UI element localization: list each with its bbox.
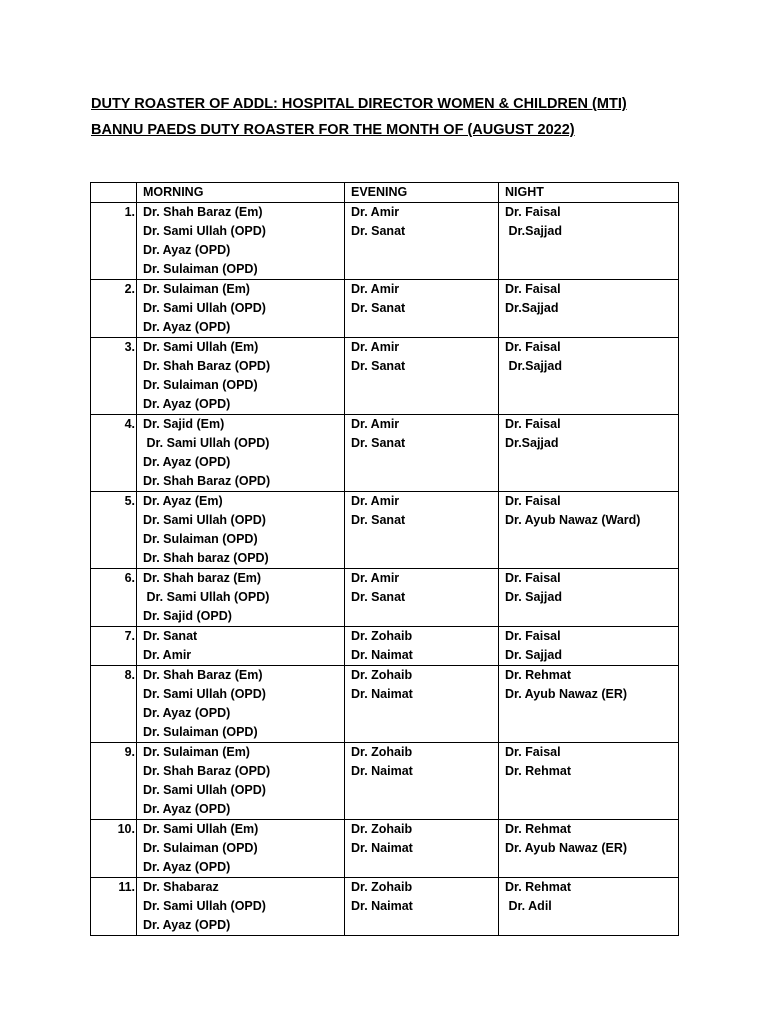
night-doctor-name: Dr. Rehmat bbox=[505, 668, 571, 682]
evening-doctor-name: Dr. Naimat bbox=[351, 841, 413, 855]
header-row bbox=[91, 183, 679, 203]
header-night: NIGHT bbox=[499, 183, 679, 203]
morning-doctor-name: Dr. Sulaiman (Em) bbox=[143, 282, 250, 296]
night-shift-cell bbox=[499, 878, 679, 936]
morning-doctor-name: Dr. Sami Ullah (OPD) bbox=[143, 436, 270, 450]
night-doctor-name: Dr. Faisal bbox=[505, 745, 561, 759]
evening-shift-cell bbox=[345, 627, 499, 666]
morning-doctor-name: Dr. Ayaz (OPD) bbox=[143, 918, 231, 932]
morning-doctor-name: Dr. Ayaz (OPD) bbox=[143, 397, 231, 411]
header-morning: MORNING bbox=[137, 183, 345, 203]
row-number: 1. bbox=[91, 203, 137, 280]
roster-body bbox=[91, 203, 679, 936]
night-doctor-name: Dr. Sajjad bbox=[505, 648, 562, 662]
morning-doctor-name: Dr. Sami Ullah (OPD) bbox=[143, 687, 266, 701]
evening-doctor-name: Dr. Amir bbox=[351, 417, 400, 431]
night-doctor-name: Dr.Sajjad bbox=[505, 224, 562, 238]
morning-doctor-name: Dr. Ayaz (OPD) bbox=[143, 455, 231, 469]
night-doctor-name: Dr. Ayub Nawaz (ER) bbox=[505, 841, 628, 855]
morning-shift-cell bbox=[137, 878, 345, 936]
night-shift-cell bbox=[499, 280, 679, 338]
evening-doctor-name: Dr. Sanat bbox=[351, 513, 406, 527]
morning-shift-cell bbox=[137, 415, 345, 492]
evening-doctor-name: Dr. Naimat bbox=[351, 648, 413, 662]
evening-doctor-name: Dr. Naimat bbox=[351, 764, 413, 778]
table-row bbox=[91, 820, 679, 878]
evening-shift-cell bbox=[345, 820, 499, 878]
morning-shift-cell bbox=[137, 492, 345, 569]
evening-doctor-name: Dr. Sanat bbox=[351, 590, 406, 604]
morning-doctor-name: Dr. Sulaiman (Em) bbox=[143, 745, 250, 759]
evening-shift-cell bbox=[345, 666, 499, 743]
morning-doctor-name: Dr. Ayaz (OPD) bbox=[143, 320, 231, 334]
duty-roster-table bbox=[90, 182, 679, 936]
row-number: 4. bbox=[91, 415, 137, 492]
row-number: 10. bbox=[91, 820, 137, 878]
morning-doctor-name: Dr. Sami Ullah (Em) bbox=[143, 822, 259, 836]
evening-doctor-name: Dr. Sanat bbox=[351, 224, 406, 238]
night-shift-cell bbox=[499, 415, 679, 492]
morning-doctor-name: Dr. Shah Baraz (OPD) bbox=[143, 474, 271, 488]
morning-doctor-name: Dr. Sami Ullah (OPD) bbox=[143, 301, 266, 315]
evening-shift-cell bbox=[345, 203, 499, 280]
evening-doctor-name: Dr. Zohaib bbox=[351, 668, 413, 682]
table-row bbox=[91, 569, 679, 627]
evening-shift-cell bbox=[345, 492, 499, 569]
morning-doctor-name: Dr. Sami Ullah (OPD) bbox=[143, 513, 266, 527]
night-doctor-name: Dr. Rehmat bbox=[505, 822, 571, 836]
night-doctor-name: Dr. Ayub Nawaz (Ward) bbox=[505, 513, 641, 527]
row-number: 6. bbox=[91, 569, 137, 627]
evening-doctor-name: Dr. Sanat bbox=[351, 301, 406, 315]
night-doctor-name: Dr. Faisal bbox=[505, 205, 561, 219]
night-doctor-name: Dr.Sajjad bbox=[505, 436, 559, 450]
morning-doctor-name: Dr. Sami Ullah (OPD) bbox=[143, 899, 266, 913]
night-doctor-name: Dr. Sajjad bbox=[505, 590, 562, 604]
row-number: 7. bbox=[91, 627, 137, 666]
evening-doctor-name: Dr. Zohaib bbox=[351, 745, 413, 759]
night-shift-cell bbox=[499, 492, 679, 569]
evening-doctor-name: Dr. Amir bbox=[351, 340, 400, 354]
morning-doctor-name: Dr. Ayaz (OPD) bbox=[143, 860, 231, 874]
morning-doctor-name: Dr. Sami Ullah (OPD) bbox=[143, 783, 266, 797]
evening-doctor-name: Dr. Amir bbox=[351, 205, 400, 219]
evening-doctor-name: Dr. Zohaib bbox=[351, 629, 413, 643]
evening-shift-cell bbox=[345, 415, 499, 492]
night-doctor-name: Dr.Sajjad bbox=[505, 359, 562, 373]
morning-shift-cell bbox=[137, 820, 345, 878]
night-shift-cell bbox=[499, 569, 679, 627]
evening-doctor-name: Dr. Amir bbox=[351, 494, 400, 508]
roster-header bbox=[91, 183, 679, 203]
morning-doctor-name: Dr. Sami Ullah (Em) bbox=[143, 340, 259, 354]
table-row bbox=[91, 743, 679, 820]
header-evening: EVENING bbox=[345, 183, 499, 203]
morning-doctor-name: Dr. Shabaraz bbox=[143, 880, 219, 894]
night-doctor-name: Dr.Sajjad bbox=[505, 301, 559, 315]
table-row bbox=[91, 627, 679, 666]
night-doctor-name: Dr. Rehmat bbox=[505, 764, 571, 778]
morning-doctor-name: Dr. Shah Baraz (Em) bbox=[143, 205, 263, 219]
night-doctor-name: Dr. Faisal bbox=[505, 417, 561, 431]
morning-shift-cell bbox=[137, 203, 345, 280]
table-row bbox=[91, 338, 679, 415]
evening-doctor-name: Dr. Zohaib bbox=[351, 880, 413, 894]
morning-shift-cell bbox=[137, 569, 345, 627]
morning-shift-cell bbox=[137, 280, 345, 338]
morning-doctor-name: Dr. Shah Baraz (Em) bbox=[143, 668, 263, 682]
header-number bbox=[91, 183, 137, 203]
night-shift-cell bbox=[499, 338, 679, 415]
night-doctor-name: Dr. Ayub Nawaz (ER) bbox=[505, 687, 628, 701]
night-shift-cell bbox=[499, 743, 679, 820]
row-number: 11. bbox=[91, 878, 137, 936]
table-row bbox=[91, 280, 679, 338]
morning-doctor-name: Dr. Ayaz (Em) bbox=[143, 494, 223, 508]
row-number: 5. bbox=[91, 492, 137, 569]
night-doctor-name: Dr. Adil bbox=[505, 899, 552, 913]
morning-doctor-name: Dr. Sami Ullah (OPD) bbox=[143, 224, 266, 238]
evening-doctor-name: Dr. Sanat bbox=[351, 436, 406, 450]
evening-doctor-name: Dr. Naimat bbox=[351, 899, 413, 913]
night-doctor-name: Dr. Faisal bbox=[505, 340, 561, 354]
row-number: 2. bbox=[91, 280, 137, 338]
evening-shift-cell bbox=[345, 338, 499, 415]
night-doctor-name: Dr. Faisal bbox=[505, 494, 561, 508]
morning-doctor-name: Dr. Sajid (Em) bbox=[143, 417, 225, 431]
evening-doctor-name: Dr. Naimat bbox=[351, 687, 413, 701]
night-shift-cell bbox=[499, 666, 679, 743]
morning-doctor-name: Dr. Sulaiman (OPD) bbox=[143, 378, 258, 392]
night-shift-cell bbox=[499, 820, 679, 878]
table-row bbox=[91, 492, 679, 569]
morning-doctor-name: Dr. Sulaiman (OPD) bbox=[143, 262, 258, 276]
table-row bbox=[91, 666, 679, 743]
morning-doctor-name: Dr. Sulaiman (OPD) bbox=[143, 725, 258, 739]
night-shift-cell bbox=[499, 203, 679, 280]
evening-shift-cell bbox=[345, 280, 499, 338]
document-title-line-1: DUTY ROASTER OF ADDL: HOSPITAL DIRECTOR WOMEN & CHILDREN (MTI) bbox=[91, 96, 627, 112]
evening-shift-cell bbox=[345, 743, 499, 820]
row-number: 3. bbox=[91, 338, 137, 415]
night-doctor-name: Dr. Rehmat bbox=[505, 880, 571, 894]
night-doctor-name: Dr. Faisal bbox=[505, 282, 561, 296]
evening-doctor-name: Dr. Amir bbox=[351, 571, 400, 585]
morning-doctor-name: Dr. Ayaz (OPD) bbox=[143, 706, 231, 720]
morning-shift-cell bbox=[137, 627, 345, 666]
table-row bbox=[91, 203, 679, 280]
night-doctor-name: Dr. Faisal bbox=[505, 629, 561, 643]
evening-shift-cell bbox=[345, 878, 499, 936]
morning-doctor-name: Dr. Ayaz (OPD) bbox=[143, 802, 231, 816]
row-number: 9. bbox=[91, 743, 137, 820]
morning-doctor-name: Dr. Sulaiman (OPD) bbox=[143, 532, 258, 546]
night-shift-cell bbox=[499, 627, 679, 666]
evening-doctor-name: Dr. Zohaib bbox=[351, 822, 413, 836]
evening-doctor-name: Dr. Amir bbox=[351, 282, 400, 296]
morning-doctor-name: Dr. Shah baraz (Em) bbox=[143, 571, 262, 585]
evening-doctor-name: Dr. Sanat bbox=[351, 359, 406, 373]
morning-doctor-name: Dr. Sulaiman (OPD) bbox=[143, 841, 258, 855]
morning-doctor-name: Dr. Shah Baraz (OPD) bbox=[143, 764, 271, 778]
morning-doctor-name: Dr. Shah baraz (OPD) bbox=[143, 551, 269, 565]
table-row bbox=[91, 415, 679, 492]
evening-shift-cell bbox=[345, 569, 499, 627]
night-doctor-name: Dr. Faisal bbox=[505, 571, 561, 585]
morning-shift-cell bbox=[137, 338, 345, 415]
table-row bbox=[91, 878, 679, 936]
morning-doctor-name: Dr. Sanat bbox=[143, 629, 198, 643]
morning-shift-cell bbox=[137, 666, 345, 743]
morning-doctor-name: Dr. Amir bbox=[143, 648, 192, 662]
morning-doctor-name: Dr. Ayaz (OPD) bbox=[143, 243, 231, 257]
document-title-line-2: BANNU PAEDS DUTY ROASTER FOR THE MONTH OF (AUGUST 2022) bbox=[91, 122, 575, 138]
morning-doctor-name: Dr. Shah Baraz (OPD) bbox=[143, 359, 271, 373]
row-number: 8. bbox=[91, 666, 137, 743]
morning-doctor-name: Dr. Sajid (OPD) bbox=[143, 609, 232, 623]
morning-doctor-name: Dr. Sami Ullah (OPD) bbox=[143, 590, 270, 604]
morning-shift-cell bbox=[137, 743, 345, 820]
